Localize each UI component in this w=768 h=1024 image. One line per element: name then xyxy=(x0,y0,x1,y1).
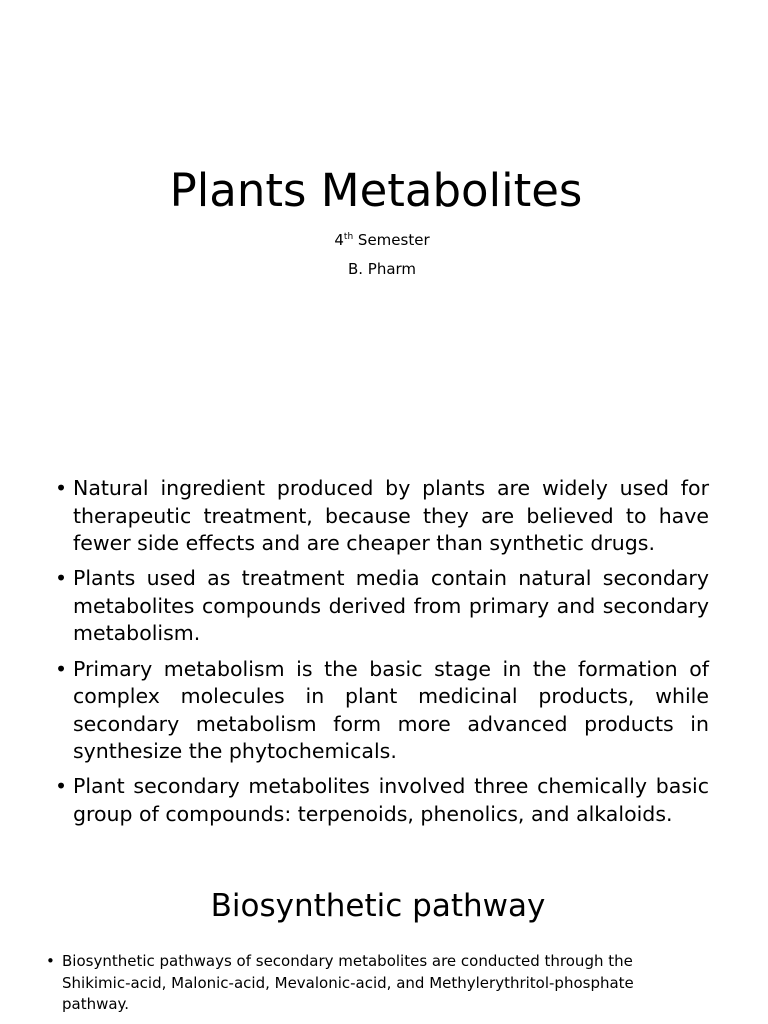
bullet-text: Plants used as treatment media contain natural secondary metabolites compounds derived from primary and secondary metabolism. xyxy=(73,566,709,646)
section-bullet-list xyxy=(46,951,686,1016)
bullet-item xyxy=(55,565,709,648)
bullet-list xyxy=(55,475,709,836)
title-slide xyxy=(0,0,768,448)
bullet-dot-icon: • xyxy=(55,774,68,799)
semester-subtitle xyxy=(0,230,764,250)
bullet-text: Primary metabolism is the basic stage in the formation of complex molecules in plant medicinal products, while secondary metabolism form more advanced products in synthesize the phytochemicals. xyxy=(73,656,709,764)
section-bullet-text: Biosynthetic pathways of secondary metabolites are conducted through the Shikimic-acid, Malonic-acid, Mevalonic-acid, and Methylerythritol-phosphate pathway. xyxy=(62,952,634,1013)
degree-subtitle: B. Pharm xyxy=(347,260,417,278)
bullet-text: Plant secondary metabolites involved three chemically basic group of compounds: terpenoids, phenolics, and alkaloids. xyxy=(73,774,709,827)
semester-label: Semester xyxy=(353,231,430,249)
content-slide xyxy=(0,448,768,1024)
bullet-dot-icon: • xyxy=(55,566,68,591)
slide-title: Plants Metabolites xyxy=(169,164,583,217)
semester-ordinal-suffix: th xyxy=(343,232,354,242)
bullet-item xyxy=(55,475,709,558)
section-heading: Biosynthetic pathway xyxy=(210,888,546,924)
bullet-item xyxy=(55,656,709,766)
section-bullet-item xyxy=(46,951,686,1016)
semester-number: 4 xyxy=(334,231,344,249)
bullet-text: Natural ingredient produced by plants are widely used for therapeutic treatment, because they are believed to have fewer side effects and are cheaper than synthetic drugs. xyxy=(73,476,709,556)
bullet-dot-icon: • xyxy=(55,656,68,681)
bullet-item xyxy=(55,773,709,828)
bullet-dot-icon: • xyxy=(46,952,55,970)
bullet-dot-icon: • xyxy=(55,476,68,500)
